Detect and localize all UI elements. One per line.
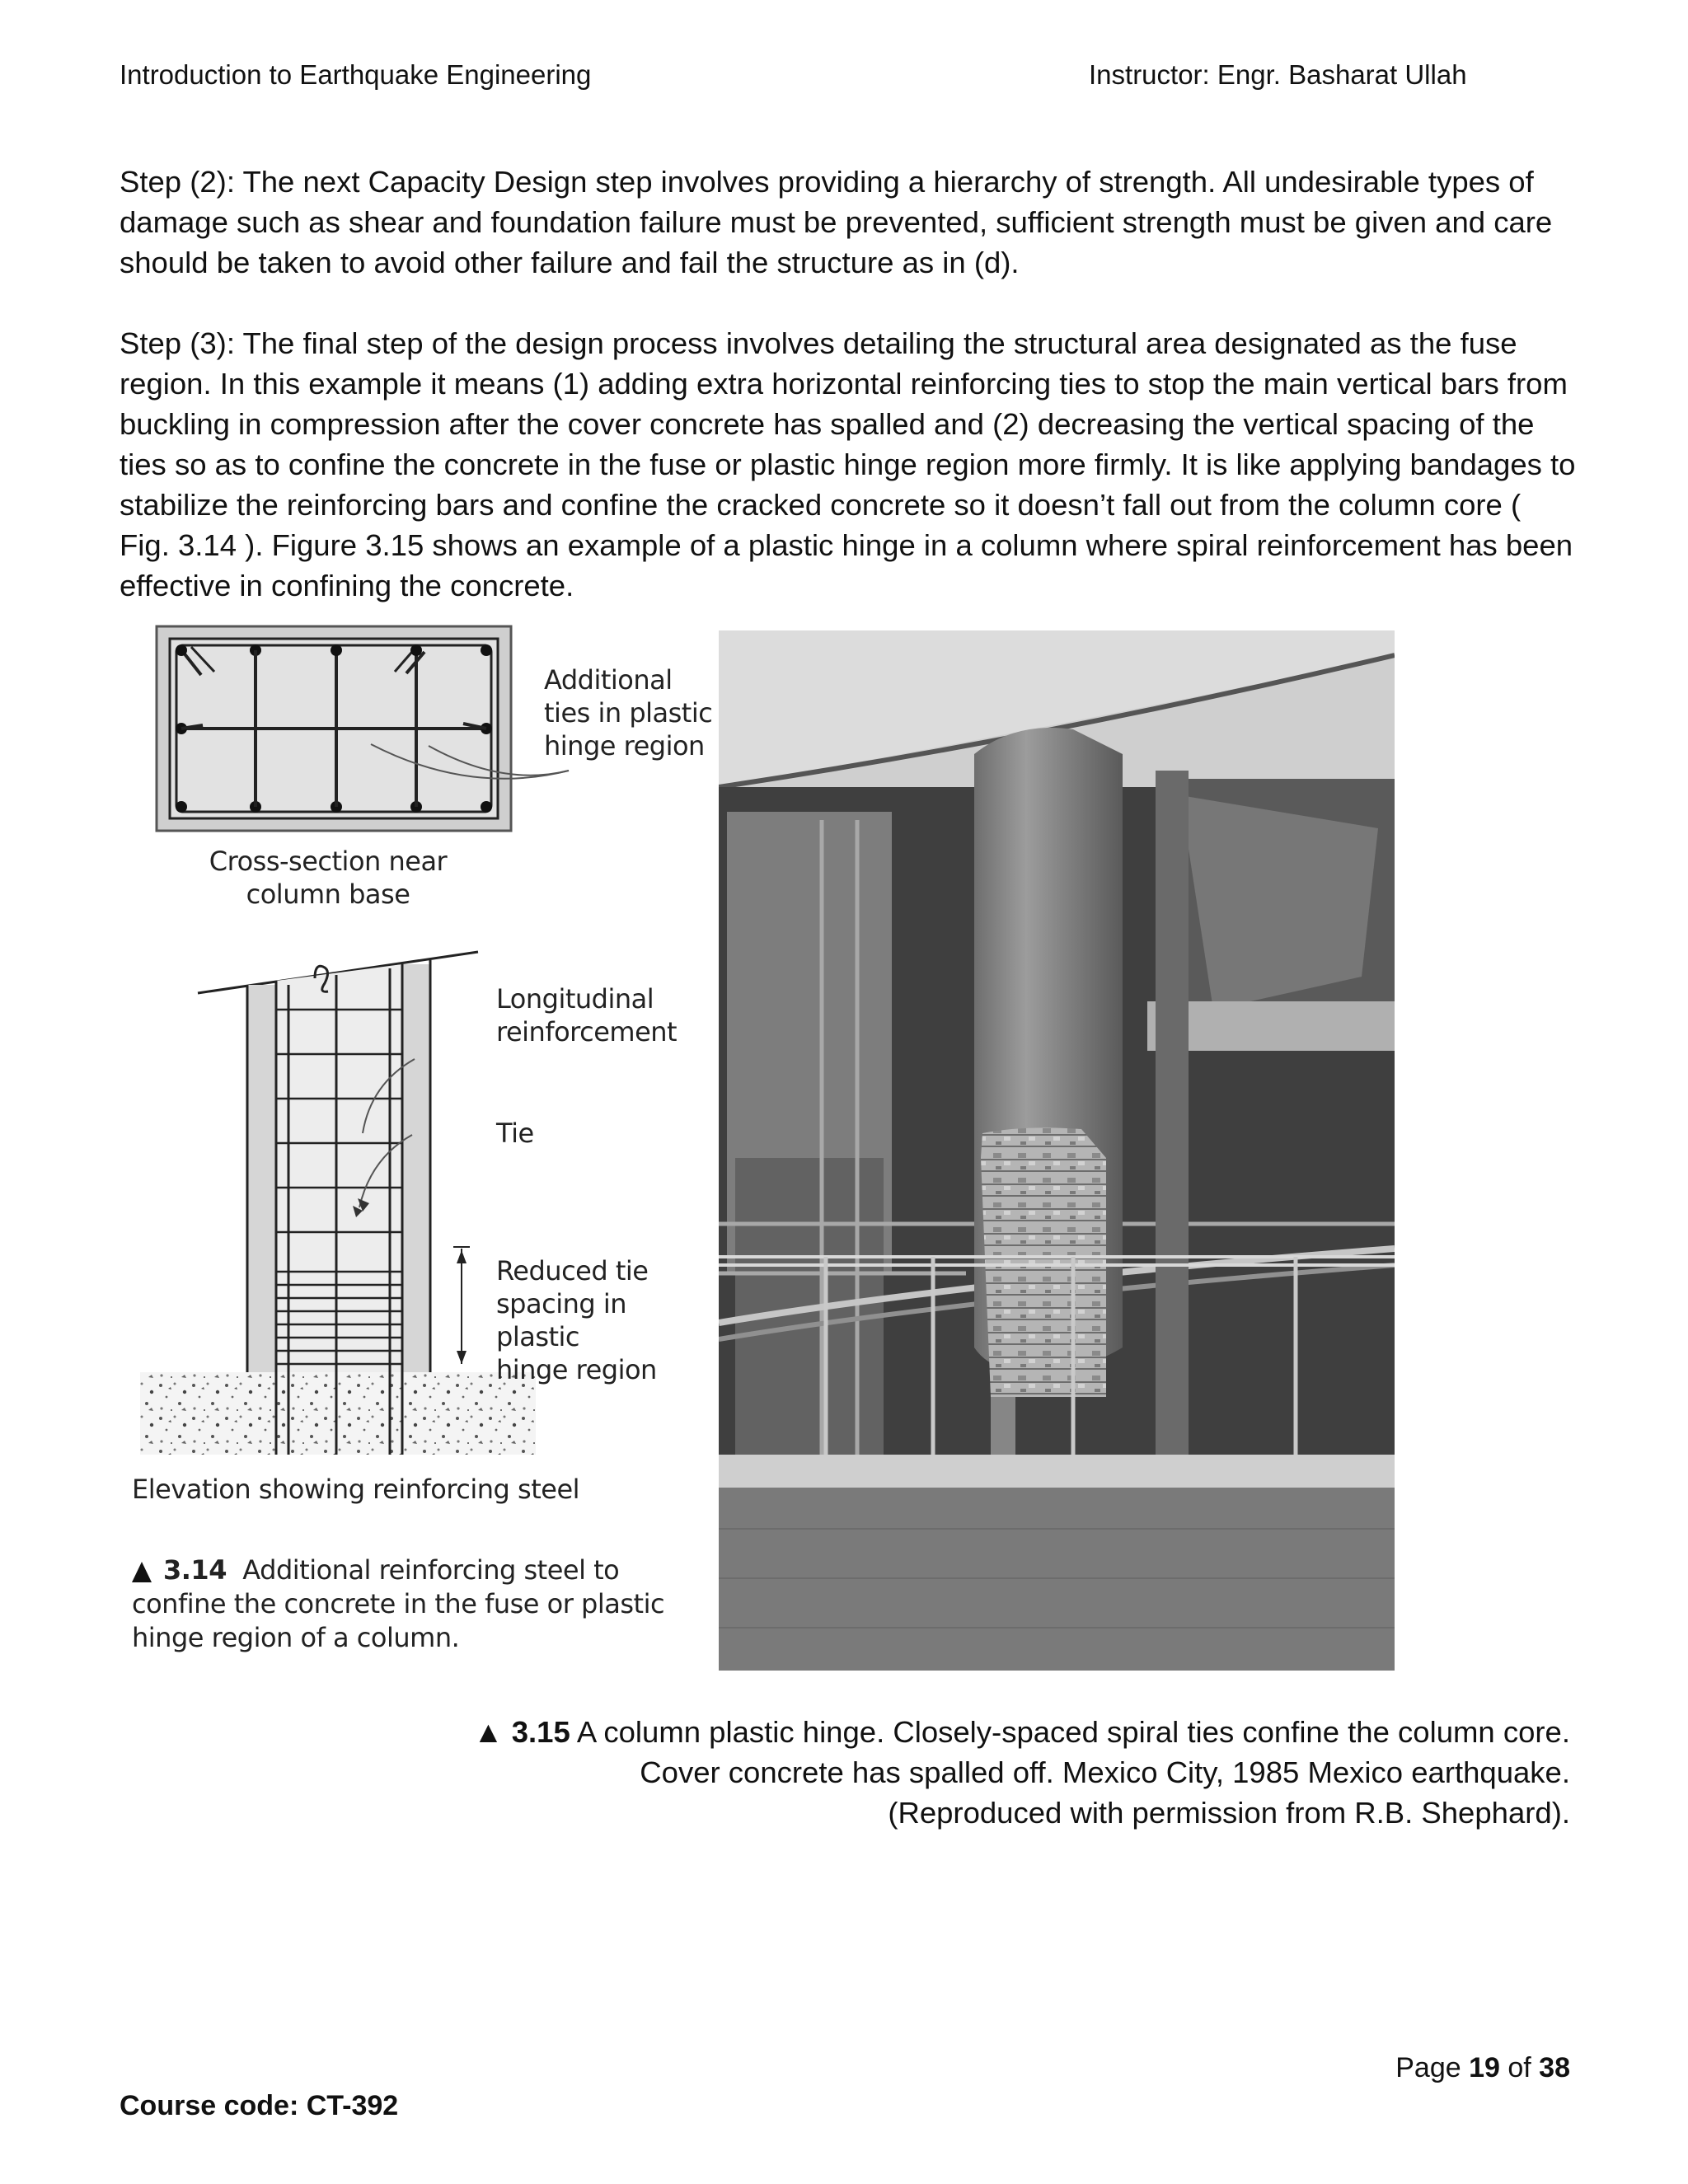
elevation-diagram [140,952,536,1455]
label-reduced-spacing: Reduced tie spacing in plastic hinge region [496,1255,657,1385]
label-cross-section: Cross-section near column base [209,846,448,910]
triangle-icon: ▲ [473,1715,504,1749]
figure-3-14-caption: 3.14 Additional reinforcing steel to confine the concrete in the fuse or plastic hinge region of a column. [132,1554,665,1653]
figure-3-15-number: 3.15 [511,1715,570,1749]
foundation-concrete [140,1372,536,1455]
column-plastic-hinge-photo [719,630,1395,1671]
figure-3-14 [124,622,717,1661]
cross-section-diagram [157,626,569,831]
header-instructor: Instructor: Engr. Basharat Ullah [1089,59,1467,90]
step-2-paragraph: Step (2): The next Capacity Design step involves providing a hierarchy of strength. All undesirable types of damage such as shear and foundation failure must be prevented, sufficient strength must be given and care should be taken to avoid other failure and fail the structure as in (d). [120,165,1553,279]
header-course-title: Introduction to Earthquake Engineering [120,59,592,90]
figure-3-15-photo [719,630,1395,1671]
page-number: Page 19 of 38 [1395,2052,1570,2083]
label-tie: Tie [496,1118,534,1149]
step-3-paragraph: Step (3): The final step of the design process involves detailing the structural area designated as the fuse region. In this example it means (1) adding extra horizontal reinforcing ties to stop the main vertical bars from buckling in compression after the cover concrete has spalled and (2) decreasing the vertical spacing of the ties so as to confine the concrete in the fuse or plastic hinge region more firmly. It is like applying bandages to stabilize the reinforcing bars and confine the cracked concrete so it doesn’t fall out from the column core ( Fig. 3.14 ). Figure 3.15 shows an example of a plastic hinge in a column where spiral reinforcement has been effective in confining the concrete. [120,326,1576,602]
figure-3-15-caption: ▲ 3.15 A column plastic hinge. Closely-spaced spiral ties confine the column core. Cover concrete has spalled off. Mexico City, 1985 Mexico earthquake. (Reproduced with permission from R.B. Shephard). [473,1715,1570,1830]
label-longitudinal: Longitudinal reinforcement [496,983,678,1047]
label-additional-ties: Additional ties in plastic hinge region [544,664,713,762]
figure-3-14-number: 3.14 [163,1554,227,1586]
course-code: Course code: CT-392 [120,2090,399,2121]
label-elevation: Elevation showing reinforcing steel [132,1474,580,1505]
